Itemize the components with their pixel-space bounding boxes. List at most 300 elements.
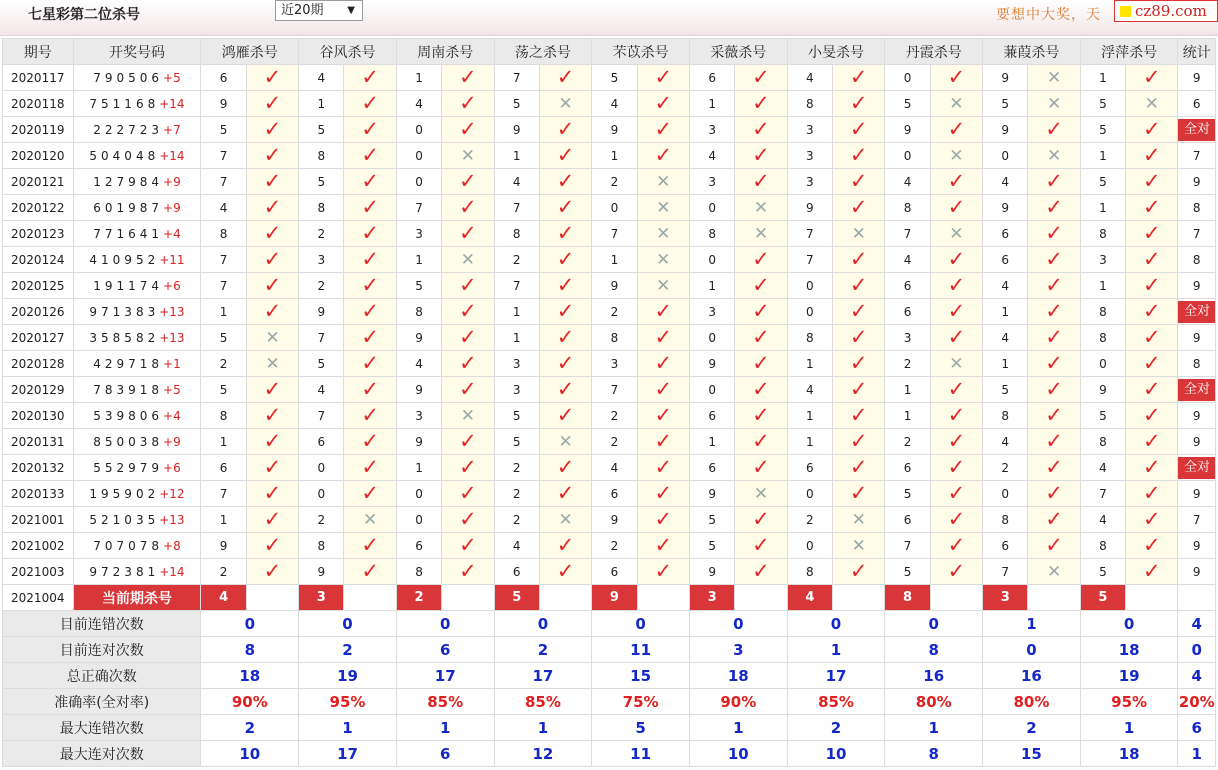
ad-text[interactable]: 要想中大奖，天 bbox=[996, 7, 1101, 23]
check-icon: ✓ bbox=[556, 143, 575, 167]
result-mark-cell bbox=[442, 143, 494, 169]
kill-number-cell: 8 bbox=[689, 221, 734, 247]
check-icon: ✓ bbox=[654, 455, 673, 479]
result-mark-cell bbox=[930, 195, 982, 221]
result-mark-cell bbox=[1028, 455, 1080, 481]
kill-number-cell: 7 bbox=[1080, 481, 1125, 507]
row-stat-cell bbox=[1178, 91, 1216, 117]
stats-value: 1 bbox=[299, 715, 397, 741]
result-mark-cell bbox=[1126, 533, 1178, 559]
kill-number-cell: 1 bbox=[885, 377, 930, 403]
period-cell: 2020119 bbox=[3, 117, 74, 143]
check-icon: ✓ bbox=[1142, 273, 1161, 297]
stats-value: 2 bbox=[983, 715, 1081, 741]
result-mark-cell bbox=[344, 65, 396, 91]
result-mark-cell bbox=[930, 377, 982, 403]
stats-total: 6 bbox=[1178, 715, 1216, 741]
kill-number-cell: 4 bbox=[494, 533, 539, 559]
stats-value: 0 bbox=[592, 611, 690, 637]
draw-numbers-cell bbox=[73, 325, 201, 351]
kill-number-cell: 4 bbox=[1080, 507, 1125, 533]
draw-bonus: +9 bbox=[163, 174, 181, 189]
result-mark-cell bbox=[344, 377, 396, 403]
check-icon: ✓ bbox=[556, 195, 575, 219]
result-mark-cell bbox=[539, 377, 591, 403]
stats-value: 1 bbox=[494, 715, 592, 741]
result-mark-cell bbox=[442, 299, 494, 325]
kill-number-cell: 5 bbox=[299, 169, 344, 195]
result-mark-cell bbox=[442, 65, 494, 91]
kill-number-cell: 8 bbox=[885, 195, 930, 221]
check-icon: ✓ bbox=[1142, 169, 1161, 193]
stats-value: 17 bbox=[299, 741, 397, 767]
check-icon: ✓ bbox=[556, 377, 575, 401]
header-expert: 荡之杀号 bbox=[494, 39, 592, 65]
result-mark-cell bbox=[1126, 91, 1178, 117]
cross-icon: ✕ bbox=[460, 249, 475, 270]
result-mark-cell bbox=[246, 481, 298, 507]
result-mark-cell bbox=[637, 117, 689, 143]
check-icon: ✓ bbox=[654, 507, 673, 531]
kill-number-cell: 1 bbox=[592, 247, 637, 273]
draw-numbers-cell bbox=[73, 143, 201, 169]
check-icon: ✓ bbox=[849, 377, 868, 401]
row-stat-cell bbox=[1178, 117, 1216, 143]
result-mark-cell bbox=[637, 533, 689, 559]
kill-number-cell: 0 bbox=[983, 143, 1028, 169]
result-mark-cell bbox=[1126, 247, 1178, 273]
check-icon: ✓ bbox=[459, 507, 477, 531]
stats-row bbox=[3, 611, 1216, 637]
current-kill-number: 5 bbox=[1080, 585, 1125, 611]
period-cell: 2020125 bbox=[3, 273, 74, 299]
stats-value: 2 bbox=[494, 637, 592, 663]
kill-number-cell: 9 bbox=[592, 117, 637, 143]
cross-icon: ✕ bbox=[265, 353, 280, 374]
cross-icon: ✕ bbox=[656, 223, 671, 244]
kill-number-cell: 4 bbox=[1080, 455, 1125, 481]
check-icon: ✓ bbox=[1045, 403, 1063, 427]
kill-number-cell: 8 bbox=[1080, 221, 1125, 247]
current-kill-blank bbox=[930, 585, 982, 611]
result-mark-cell bbox=[735, 559, 787, 585]
draw-bonus: +11 bbox=[159, 252, 185, 267]
result-mark-cell bbox=[1126, 299, 1178, 325]
kill-number-cell: 3 bbox=[494, 377, 539, 403]
result-mark-cell bbox=[539, 169, 591, 195]
kill-number-cell: 1 bbox=[689, 273, 734, 299]
table-row bbox=[3, 559, 1216, 585]
cross-icon: ✕ bbox=[265, 327, 280, 348]
period-cell: 2021002 bbox=[3, 533, 74, 559]
check-icon: ✓ bbox=[752, 299, 770, 323]
check-icon: ✓ bbox=[1045, 481, 1063, 505]
result-mark-cell bbox=[539, 507, 591, 533]
result-mark-cell bbox=[246, 403, 298, 429]
stats-value: 18 bbox=[201, 663, 299, 689]
stats-value: 19 bbox=[1080, 663, 1178, 689]
result-mark-cell bbox=[735, 377, 787, 403]
result-mark-cell bbox=[344, 195, 396, 221]
current-period-cell: 2021004 bbox=[3, 585, 74, 611]
kill-number-cell: 7 bbox=[787, 221, 832, 247]
draw-bonus: +6 bbox=[163, 460, 181, 475]
header-expert: 周南杀号 bbox=[396, 39, 494, 65]
stats-value: 95% bbox=[299, 689, 397, 715]
kill-number-cell: 3 bbox=[689, 117, 734, 143]
check-icon: ✓ bbox=[1142, 117, 1161, 141]
cross-icon: ✕ bbox=[753, 223, 769, 244]
check-icon: ✓ bbox=[556, 533, 575, 557]
kill-number-cell: 8 bbox=[787, 325, 832, 351]
kill-number-cell: 4 bbox=[983, 429, 1028, 455]
header-stat: 统计 bbox=[1178, 39, 1216, 65]
kill-number-cell: 1 bbox=[201, 507, 246, 533]
check-icon: ✓ bbox=[849, 351, 868, 375]
kill-number-cell: 6 bbox=[201, 455, 246, 481]
kill-number-cell: 3 bbox=[787, 169, 832, 195]
check-icon: ✓ bbox=[1045, 325, 1063, 349]
check-icon: ✓ bbox=[849, 559, 868, 583]
result-mark-cell bbox=[1126, 455, 1178, 481]
result-mark-cell bbox=[833, 507, 885, 533]
range-select[interactable] bbox=[275, 0, 363, 21]
result-mark-cell bbox=[833, 429, 885, 455]
result-mark-cell bbox=[735, 455, 787, 481]
current-kill-blank bbox=[1028, 585, 1080, 611]
check-icon: ✓ bbox=[361, 377, 379, 401]
result-mark-cell bbox=[539, 221, 591, 247]
kill-number-cell: 6 bbox=[983, 533, 1028, 559]
check-icon: ✓ bbox=[263, 559, 282, 583]
kill-number-cell: 4 bbox=[885, 169, 930, 195]
result-mark-cell bbox=[637, 169, 689, 195]
check-icon: ✓ bbox=[263, 247, 282, 271]
cross-icon: ✕ bbox=[753, 197, 769, 218]
kill-number-cell: 7 bbox=[201, 273, 246, 299]
result-mark-cell bbox=[1126, 481, 1178, 507]
kill-number-cell: 9 bbox=[885, 117, 930, 143]
check-icon: ✓ bbox=[1142, 559, 1161, 583]
result-mark-cell bbox=[344, 455, 396, 481]
result-mark-cell bbox=[344, 221, 396, 247]
check-icon: ✓ bbox=[459, 65, 477, 89]
kill-number-cell: 2 bbox=[201, 559, 246, 585]
check-icon: ✓ bbox=[459, 325, 477, 349]
check-icon: ✓ bbox=[654, 429, 673, 453]
kill-number-cell: 9 bbox=[689, 481, 734, 507]
table-row bbox=[3, 377, 1216, 403]
row-stat-cell bbox=[1178, 507, 1216, 533]
stats-value: 85% bbox=[494, 689, 592, 715]
check-icon: ✓ bbox=[1142, 195, 1161, 219]
stats-row bbox=[3, 637, 1216, 663]
row-stat-cell bbox=[1178, 403, 1216, 429]
draw-numbers-cell bbox=[73, 455, 201, 481]
kill-number-cell: 1 bbox=[885, 403, 930, 429]
result-mark-cell bbox=[735, 143, 787, 169]
draw-bonus: +1 bbox=[163, 356, 181, 371]
kill-number-cell: 7 bbox=[885, 221, 930, 247]
result-mark-cell bbox=[246, 247, 298, 273]
kill-number-cell: 5 bbox=[885, 559, 930, 585]
table-row bbox=[3, 325, 1216, 351]
result-mark-cell bbox=[1126, 507, 1178, 533]
kill-number-cell: 8 bbox=[1080, 533, 1125, 559]
kill-number-cell: 9 bbox=[689, 559, 734, 585]
stats-label: 目前连错次数 bbox=[3, 611, 201, 637]
kill-number-cell: 5 bbox=[299, 351, 344, 377]
check-icon: ✓ bbox=[263, 533, 282, 557]
draw-numbers-cell bbox=[73, 533, 201, 559]
check-icon: ✓ bbox=[361, 169, 379, 193]
check-icon: ✓ bbox=[361, 299, 379, 323]
result-mark-cell bbox=[1126, 351, 1178, 377]
result-mark-cell bbox=[930, 351, 982, 377]
stats-value: 11 bbox=[592, 637, 690, 663]
draw-numbers-cell bbox=[73, 169, 201, 195]
header-expert: 芣苡杀号 bbox=[592, 39, 690, 65]
kill-number-cell: 2 bbox=[885, 351, 930, 377]
result-mark-cell bbox=[930, 325, 982, 351]
check-icon: ✓ bbox=[459, 429, 477, 453]
result-mark-cell bbox=[442, 507, 494, 533]
result-mark-cell bbox=[344, 429, 396, 455]
check-icon: ✓ bbox=[752, 273, 770, 297]
check-icon: ✓ bbox=[752, 247, 770, 271]
row-stat-value: 7 bbox=[1192, 148, 1201, 163]
kill-number-cell: 4 bbox=[592, 455, 637, 481]
kill-number-cell: 5 bbox=[201, 117, 246, 143]
check-icon: ✓ bbox=[1142, 455, 1161, 479]
kill-number-cell: 0 bbox=[689, 195, 734, 221]
check-icon: ✓ bbox=[556, 273, 575, 297]
kill-number-cell: 2 bbox=[299, 507, 344, 533]
check-icon: ✓ bbox=[459, 195, 477, 219]
cross-icon: ✕ bbox=[851, 535, 866, 556]
kill-number-cell: 0 bbox=[689, 377, 734, 403]
result-mark-cell bbox=[442, 169, 494, 195]
stats-value: 12 bbox=[494, 741, 592, 767]
result-mark-cell bbox=[539, 273, 591, 299]
table-row bbox=[3, 247, 1216, 273]
stats-value: 1 bbox=[396, 715, 494, 741]
check-icon: ✓ bbox=[459, 351, 477, 375]
check-icon: ✓ bbox=[361, 143, 379, 167]
result-mark-cell bbox=[246, 559, 298, 585]
cross-icon: ✕ bbox=[363, 509, 378, 530]
result-mark-cell bbox=[1126, 221, 1178, 247]
kill-number-cell: 5 bbox=[1080, 91, 1125, 117]
header-expert: 鸿雁杀号 bbox=[201, 39, 299, 65]
kill-number-cell: 1 bbox=[396, 455, 441, 481]
kill-number-cell: 0 bbox=[299, 455, 344, 481]
result-mark-cell bbox=[637, 481, 689, 507]
check-icon: ✓ bbox=[556, 65, 575, 89]
draw-numbers-cell bbox=[73, 559, 201, 585]
kill-number-cell: 5 bbox=[689, 533, 734, 559]
kill-number-cell: 2 bbox=[494, 481, 539, 507]
kill-number-cell: 8 bbox=[396, 299, 441, 325]
result-mark-cell bbox=[735, 325, 787, 351]
stats-value: 6 bbox=[396, 637, 494, 663]
draw-bonus: +12 bbox=[159, 486, 185, 501]
result-mark-cell bbox=[833, 91, 885, 117]
table-row bbox=[3, 221, 1216, 247]
period-cell: 2020123 bbox=[3, 221, 74, 247]
check-icon: ✓ bbox=[947, 65, 966, 89]
result-mark-cell bbox=[539, 533, 591, 559]
stats-value: 18 bbox=[689, 663, 787, 689]
kill-number-cell: 9 bbox=[592, 507, 637, 533]
period-cell: 2020133 bbox=[3, 481, 74, 507]
result-mark-cell bbox=[637, 455, 689, 481]
table-row bbox=[3, 169, 1216, 195]
check-icon: ✓ bbox=[849, 195, 868, 219]
kill-number-cell: 5 bbox=[592, 65, 637, 91]
check-icon: ✓ bbox=[361, 221, 379, 245]
result-mark-cell bbox=[246, 533, 298, 559]
kill-number-cell: 0 bbox=[787, 299, 832, 325]
result-mark-cell bbox=[1126, 325, 1178, 351]
kill-number-cell: 1 bbox=[201, 429, 246, 455]
result-mark-cell bbox=[833, 221, 885, 247]
header-expert: 蒹葭杀号 bbox=[983, 39, 1081, 65]
result-mark-cell bbox=[1126, 403, 1178, 429]
check-icon: ✓ bbox=[556, 299, 575, 323]
kill-number-cell: 4 bbox=[787, 65, 832, 91]
stats-value: 85% bbox=[396, 689, 494, 715]
kill-number-cell: 2 bbox=[592, 533, 637, 559]
kill-number-cell: 0 bbox=[689, 325, 734, 351]
kill-number-cell: 0 bbox=[983, 481, 1028, 507]
cross-icon: ✕ bbox=[753, 483, 769, 504]
stats-row bbox=[3, 663, 1216, 689]
kill-number-cell: 7 bbox=[201, 481, 246, 507]
stats-value: 19 bbox=[299, 663, 397, 689]
stats-label: 准确率(全对率) bbox=[3, 689, 201, 715]
stats-value: 17 bbox=[787, 663, 885, 689]
stats-value: 17 bbox=[494, 663, 592, 689]
result-mark-cell bbox=[833, 117, 885, 143]
draw-bonus: +14 bbox=[159, 564, 185, 579]
cross-icon: ✕ bbox=[851, 509, 866, 530]
kill-number-cell: 1 bbox=[494, 299, 539, 325]
kill-number-cell: 3 bbox=[689, 169, 734, 195]
result-mark-cell bbox=[539, 143, 591, 169]
result-mark-cell bbox=[246, 143, 298, 169]
cross-icon: ✕ bbox=[656, 275, 671, 296]
draw-numbers: 783918 bbox=[93, 382, 164, 397]
result-mark-cell bbox=[539, 559, 591, 585]
kill-number-cell: 0 bbox=[592, 195, 637, 221]
result-mark-cell bbox=[246, 351, 298, 377]
result-mark-cell bbox=[1028, 91, 1080, 117]
draw-bonus: +6 bbox=[163, 278, 181, 293]
check-icon: ✓ bbox=[361, 195, 379, 219]
check-icon: ✓ bbox=[947, 299, 966, 323]
cross-icon: ✕ bbox=[460, 145, 475, 166]
check-icon: ✓ bbox=[361, 455, 379, 479]
result-mark-cell bbox=[833, 559, 885, 585]
check-icon: ✓ bbox=[263, 507, 282, 531]
result-mark-cell bbox=[637, 429, 689, 455]
check-icon: ✓ bbox=[654, 65, 673, 89]
result-mark-cell bbox=[344, 403, 396, 429]
check-icon: ✓ bbox=[654, 481, 673, 505]
row-stat-cell bbox=[1178, 65, 1216, 91]
stats-value: 8 bbox=[201, 637, 299, 663]
header-expert: 丹霞杀号 bbox=[885, 39, 983, 65]
check-icon: ✓ bbox=[1045, 221, 1063, 245]
check-icon: ✓ bbox=[654, 533, 673, 557]
stats-value: 16 bbox=[983, 663, 1081, 689]
result-mark-cell bbox=[637, 143, 689, 169]
result-mark-cell bbox=[1028, 65, 1080, 91]
site-logo-link[interactable] bbox=[1114, 0, 1218, 22]
check-icon: ✓ bbox=[752, 533, 770, 557]
kill-number-cell: 0 bbox=[396, 169, 441, 195]
kill-number-cell: 6 bbox=[396, 533, 441, 559]
kill-number-cell: 5 bbox=[494, 429, 539, 455]
result-mark-cell bbox=[833, 273, 885, 299]
result-mark-cell bbox=[735, 481, 787, 507]
result-mark-cell bbox=[930, 65, 982, 91]
kill-number-cell: 3 bbox=[396, 221, 441, 247]
check-icon: ✓ bbox=[459, 169, 477, 193]
result-mark-cell bbox=[246, 377, 298, 403]
check-icon: ✓ bbox=[1045, 247, 1063, 271]
current-kill-number: 4 bbox=[787, 585, 832, 611]
result-mark-cell bbox=[735, 507, 787, 533]
row-stat-value: 9 bbox=[1192, 564, 1201, 579]
kill-number-cell: 2 bbox=[494, 455, 539, 481]
kill-number-cell: 1 bbox=[299, 91, 344, 117]
check-icon: ✓ bbox=[1045, 533, 1063, 557]
kill-number-cell: 6 bbox=[689, 403, 734, 429]
cross-icon: ✕ bbox=[558, 509, 573, 530]
stats-value: 1 bbox=[787, 637, 885, 663]
row-stat-value: 9 bbox=[1192, 486, 1201, 501]
check-icon: ✓ bbox=[849, 325, 868, 349]
cross-icon: ✕ bbox=[656, 197, 671, 218]
kill-number-cell: 9 bbox=[299, 559, 344, 585]
kill-number-cell: 6 bbox=[689, 455, 734, 481]
draw-bonus: +9 bbox=[163, 200, 181, 215]
draw-numbers-cell bbox=[73, 247, 201, 273]
kill-number-cell: 9 bbox=[983, 195, 1028, 221]
kill-number-cell: 6 bbox=[689, 65, 734, 91]
kill-number-cell: 9 bbox=[689, 351, 734, 377]
stats-value: 1 bbox=[689, 715, 787, 741]
table-row bbox=[3, 143, 1216, 169]
stats-value: 15 bbox=[592, 663, 690, 689]
cross-icon: ✕ bbox=[1046, 145, 1062, 166]
check-icon: ✓ bbox=[654, 143, 673, 167]
check-icon: ✓ bbox=[556, 117, 575, 141]
check-icon: ✓ bbox=[361, 351, 379, 375]
kill-number-cell: 1 bbox=[592, 143, 637, 169]
draw-numbers: 751168 bbox=[89, 96, 160, 111]
check-icon: ✓ bbox=[752, 117, 770, 141]
row-stat-cell bbox=[1178, 533, 1216, 559]
row-stat-cell bbox=[1178, 169, 1216, 195]
cross-icon: ✕ bbox=[851, 223, 866, 244]
result-mark-cell bbox=[246, 325, 298, 351]
cross-icon: ✕ bbox=[656, 249, 671, 270]
draw-bonus: +8 bbox=[163, 538, 181, 553]
kill-number-cell: 6 bbox=[787, 455, 832, 481]
